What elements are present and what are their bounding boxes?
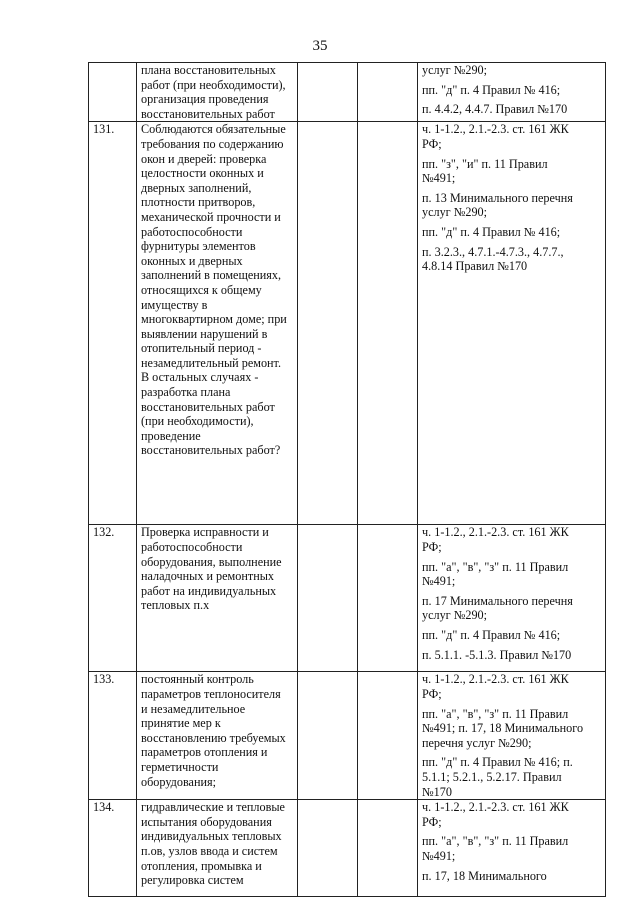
reference-line: №491; п. 17, 18 Минимального <box>422 721 584 736</box>
table-row <box>89 525 606 672</box>
description-line: гидравлические и тепловые <box>141 800 285 815</box>
description-line: принятие мер к <box>141 716 221 731</box>
reference-item <box>422 102 601 117</box>
description-line: относящихся к общему <box>141 282 262 297</box>
row-number-cell: 131. <box>89 122 137 525</box>
row-number-cell <box>89 63 137 122</box>
description-line: работ на индивидуальных <box>141 583 277 598</box>
reference-line: п. 3.2.3., 4.7.1.-4.7.3., 4.7.7., <box>422 244 564 259</box>
reference-item <box>422 594 601 623</box>
reference-line: №170 <box>422 784 452 799</box>
description-line: постоянный контроль <box>141 672 254 687</box>
empty-cell-a <box>298 800 358 897</box>
description-line: плана восстановительных <box>141 63 276 77</box>
empty-cell-a <box>298 63 358 122</box>
reference-line: 5.1.1; 5.2.1., 5.2.17. Правил <box>422 769 562 784</box>
reference-line: РФ; <box>422 686 442 701</box>
row-number-cell: 134. <box>89 800 137 897</box>
description-line: механической прочности и <box>141 209 281 224</box>
row-number-cell: 132. <box>89 525 137 672</box>
description-line: проведение <box>141 428 201 443</box>
reference-item <box>422 869 601 884</box>
reference-item <box>422 525 601 554</box>
description-line: незамедлительный ремонт. <box>141 355 282 370</box>
reference-line: ч. 1-1.2., 2.1.-2.3. ст. 161 ЖК <box>422 800 569 815</box>
requirement-description-cell <box>137 525 298 672</box>
reference-line: РФ; <box>422 136 442 151</box>
legal-references-cell <box>418 63 606 122</box>
table-row <box>89 63 606 122</box>
reference-line: ч. 1-1.2., 2.1.-2.3. ст. 161 ЖК <box>422 525 569 540</box>
reference-line: РФ; <box>422 814 442 829</box>
reference-item <box>422 707 601 751</box>
reference-line: №491; <box>422 171 456 186</box>
reference-line: №491; <box>422 848 456 863</box>
reference-line: пп. "д" п. 4 Правил № 416; <box>422 82 561 97</box>
requirement-description-cell <box>137 63 298 122</box>
description-line: герметичности <box>141 759 219 774</box>
reference-line: перечня услуг №290; <box>422 735 532 750</box>
description-line: параметров отопления и <box>141 745 268 760</box>
page-number: 35 <box>312 38 328 54</box>
empty-cell-a <box>298 122 358 525</box>
description-line: п.ов, узлов ввода и систем <box>141 843 278 858</box>
empty-cell-b <box>358 800 418 897</box>
description-line: параметров теплоносителя <box>141 686 281 701</box>
reference-line: пп. "а", "в", "з" п. 11 Правил <box>422 834 569 849</box>
reference-item <box>422 628 601 643</box>
empty-cell-b <box>358 525 418 672</box>
description-line: восстановительных работ <box>141 399 275 414</box>
description-line: оконных и дверных <box>141 253 243 268</box>
reference-item <box>422 122 601 151</box>
empty-cell-b <box>358 672 418 800</box>
description-line: Соблюдаются обязательные <box>141 122 286 137</box>
reference-line: п. 17 Минимального перечня <box>422 593 573 608</box>
reference-line: пп. "з", "и" п. 11 Правил <box>422 156 548 171</box>
description-line: работоспособности <box>141 539 243 554</box>
description-line: испытания оборудования <box>141 814 272 829</box>
description-line: работоспособности <box>141 224 243 239</box>
reference-item <box>422 834 601 863</box>
row-number-cell: 133. <box>89 672 137 800</box>
reference-line: услуг №290; <box>422 608 488 623</box>
description-line: восстановительных работ? <box>141 443 281 458</box>
reference-item <box>422 755 601 799</box>
reference-line: пп. "д" п. 4 Правил № 416; <box>422 627 561 642</box>
reference-item <box>422 672 601 701</box>
description-line: организация проведения <box>141 92 269 107</box>
reference-item <box>422 157 601 186</box>
reference-item <box>422 800 601 829</box>
description-line: регулировка систем <box>141 873 244 888</box>
description-line: (при необходимости), <box>141 414 254 429</box>
reference-item <box>422 191 601 220</box>
empty-cell-a <box>298 525 358 672</box>
requirement-description-cell <box>137 672 298 800</box>
description-line: плотности притворов, <box>141 195 256 210</box>
reference-line: ч. 1-1.2., 2.1.-2.3. ст. 161 ЖК <box>422 122 569 137</box>
reference-line: п. 4.4.2, 4.4.7. Правил №170 <box>422 102 568 117</box>
description-line: оборудования, выполнение <box>141 554 282 569</box>
description-line: индивидуальных тепловых <box>141 829 282 844</box>
table-row <box>89 672 606 800</box>
description-line: фурнитуры элементов <box>141 239 256 254</box>
description-line: отопления, промывка и <box>141 858 262 873</box>
requirement-description-cell <box>137 122 298 525</box>
reference-line: п. 13 Минимального перечня <box>422 190 573 205</box>
reference-item <box>422 648 601 663</box>
description-line: тепловых п.х <box>141 598 210 613</box>
description-line: многоквартирном доме; при <box>141 312 287 327</box>
legal-references-cell <box>418 525 606 672</box>
reference-line: ч. 1-1.2., 2.1.-2.3. ст. 161 ЖК <box>422 672 569 687</box>
description-line: требования по содержанию <box>141 136 284 151</box>
description-line: Проверка исправности и <box>141 525 269 540</box>
requirement-description-cell <box>137 800 298 897</box>
description-line: целостности оконных и <box>141 166 264 181</box>
reference-line: пп. "а", "в", "з" п. 11 Правил <box>422 706 569 721</box>
reference-item <box>422 245 601 274</box>
reference-line: п. 17, 18 Минимального <box>422 868 547 883</box>
description-line: отопительный период - <box>141 341 262 356</box>
empty-cell-a <box>298 672 358 800</box>
reference-line: РФ; <box>422 539 442 554</box>
description-line: наладочных и ремонтных <box>141 569 275 584</box>
reference-line: услуг №290; <box>422 63 488 77</box>
reference-line: пп. "д" п. 4 Правил № 416; п. <box>422 755 573 770</box>
reference-item <box>422 83 601 98</box>
description-line: восстановительных работ <box>141 106 275 121</box>
description-line: разработка плана <box>141 385 231 400</box>
table-row <box>89 122 606 525</box>
reference-line: пп. "а", "в", "з" п. 11 Правил <box>422 559 569 574</box>
description-line: дверных заполнений, <box>141 180 252 195</box>
reference-line: пп. "д" п. 4 Правил № 416; <box>422 224 561 239</box>
legal-references-cell <box>418 122 606 525</box>
description-line: и незамедлительное <box>141 701 246 716</box>
description-line: заполнений в помещениях, <box>141 268 282 283</box>
reference-line: п. 5.1.1. -5.1.3. Правил №170 <box>422 647 572 662</box>
description-line: выявлении нарушений в <box>141 326 268 341</box>
description-line: В остальных случаях - <box>141 370 259 385</box>
reference-line: услуг №290; <box>422 205 488 220</box>
requirements-table <box>88 62 606 897</box>
legal-references-cell <box>418 672 606 800</box>
description-line: окон и дверей: проверка <box>141 151 267 166</box>
description-line: восстановлению требуемых <box>141 730 286 745</box>
reference-item <box>422 225 601 240</box>
description-line: оборудования; <box>141 774 216 789</box>
reference-item <box>422 63 601 78</box>
empty-cell-b <box>358 122 418 525</box>
description-line: работ (при необходимости), <box>141 77 286 92</box>
description-line: имуществу в <box>141 297 208 312</box>
reference-item <box>422 560 601 589</box>
reference-line: 4.8.14 Правил №170 <box>422 259 528 274</box>
table-row <box>89 800 606 897</box>
empty-cell-b <box>358 63 418 122</box>
reference-line: №491; <box>422 574 456 589</box>
legal-references-cell <box>418 800 606 897</box>
